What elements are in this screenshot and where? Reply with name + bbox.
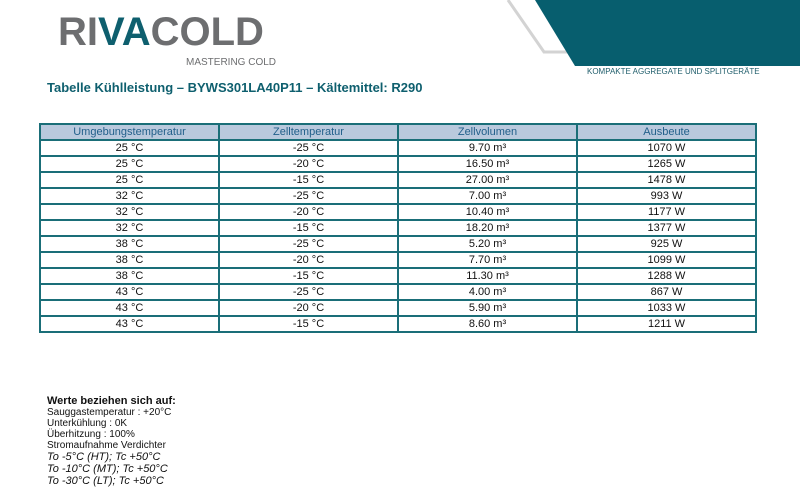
table-cell: 43 °C bbox=[40, 284, 219, 300]
table-cell: 10.40 m³ bbox=[398, 204, 577, 220]
table-cell: 7.70 m³ bbox=[398, 252, 577, 268]
table-row bbox=[40, 140, 756, 156]
note-condition: To -5°C (HT); Tc +50°C bbox=[47, 451, 161, 463]
column-header: Zelltemperatur bbox=[219, 124, 398, 140]
note-line: Stromaufnahme Verdichter bbox=[47, 440, 166, 451]
table-row bbox=[40, 252, 756, 268]
table-row bbox=[40, 172, 756, 188]
column-header: Zellvolumen bbox=[398, 124, 577, 140]
table-cell: -25 °C bbox=[219, 236, 398, 252]
table-cell: 18.20 m³ bbox=[398, 220, 577, 236]
table-cell: -25 °C bbox=[219, 188, 398, 204]
table-cell: -20 °C bbox=[219, 252, 398, 268]
table-cell: 32 °C bbox=[40, 188, 219, 204]
table-cell: -15 °C bbox=[219, 172, 398, 188]
notes-heading: Werte beziehen sich auf: bbox=[47, 395, 176, 407]
table-cell: 7.00 m³ bbox=[398, 188, 577, 204]
table-row bbox=[40, 268, 756, 284]
table-cell: 43 °C bbox=[40, 300, 219, 316]
table-cell: 32 °C bbox=[40, 204, 219, 220]
table-cell: 1265 W bbox=[577, 156, 756, 172]
table-cell: 9.70 m³ bbox=[398, 140, 577, 156]
column-header: Umgebungstemperatur bbox=[40, 124, 219, 140]
table-cell: 1211 W bbox=[577, 316, 756, 332]
table-cell: 1478 W bbox=[577, 172, 756, 188]
table-cell: 925 W bbox=[577, 236, 756, 252]
table-row bbox=[40, 284, 756, 300]
table-cell: 993 W bbox=[577, 188, 756, 204]
note-line: Überhitzung : 100% bbox=[47, 429, 135, 440]
table-cell: 1033 W bbox=[577, 300, 756, 316]
table-cell: 11.30 m³ bbox=[398, 268, 577, 284]
table-cell: 1177 W bbox=[577, 204, 756, 220]
table-row bbox=[40, 300, 756, 316]
table-row bbox=[40, 236, 756, 252]
table-cell: 867 W bbox=[577, 284, 756, 300]
note-condition: To -10°C (MT); Tc +50°C bbox=[47, 463, 168, 475]
table-cell: 27.00 m³ bbox=[398, 172, 577, 188]
rivacold-logo: RIVACOLD bbox=[58, 10, 264, 54]
table-cell: 43 °C bbox=[40, 316, 219, 332]
table-cell: -15 °C bbox=[219, 316, 398, 332]
table-cell: 32 °C bbox=[40, 220, 219, 236]
table-cell: 25 °C bbox=[40, 172, 219, 188]
note-line: Unterkühlung : 0K bbox=[47, 418, 128, 429]
table-cell: -20 °C bbox=[219, 300, 398, 316]
table-cell: 25 °C bbox=[40, 156, 219, 172]
table-cell: 5.90 m³ bbox=[398, 300, 577, 316]
note-line: Sauggastemperatur : +20°C bbox=[47, 407, 172, 418]
table-cell: 4.00 m³ bbox=[398, 284, 577, 300]
table-cell: 1099 W bbox=[577, 252, 756, 268]
table-cell: 25 °C bbox=[40, 140, 219, 156]
table-cell: 16.50 m³ bbox=[398, 156, 577, 172]
table-cell: 1377 W bbox=[577, 220, 756, 236]
table-row bbox=[40, 316, 756, 332]
table-cell: 1288 W bbox=[577, 268, 756, 284]
logo-tagline: MASTERING COLD bbox=[186, 57, 277, 68]
table-cell: -15 °C bbox=[219, 268, 398, 284]
table-cell: -20 °C bbox=[219, 156, 398, 172]
table-cell: -25 °C bbox=[219, 284, 398, 300]
table-cell: 38 °C bbox=[40, 236, 219, 252]
table-cell: 38 °C bbox=[40, 252, 219, 268]
table-row bbox=[40, 220, 756, 236]
page-title: Tabelle Kühlleistung – BYWS301LA40P11 – Kältemittel: R290 bbox=[47, 80, 423, 95]
table-cell: -20 °C bbox=[219, 204, 398, 220]
table-cell: 38 °C bbox=[40, 268, 219, 284]
table-cell: 5.20 m³ bbox=[398, 236, 577, 252]
column-header: Ausbeute bbox=[577, 124, 756, 140]
table-row bbox=[40, 156, 756, 172]
cooling-capacity-table bbox=[39, 123, 757, 333]
table-row bbox=[40, 188, 756, 204]
table-cell: -25 °C bbox=[219, 140, 398, 156]
table-cell: 8.60 m³ bbox=[398, 316, 577, 332]
notes bbox=[47, 395, 176, 487]
table-cell: -15 °C bbox=[219, 220, 398, 236]
table-cell: 1070 W bbox=[577, 140, 756, 156]
note-condition: To -30°C (LT); Tc +50°C bbox=[47, 475, 164, 487]
header-tagline: KOMPAKTE AGGREGATE UND SPLITGERÄTE bbox=[587, 67, 760, 76]
table-row bbox=[40, 204, 756, 220]
